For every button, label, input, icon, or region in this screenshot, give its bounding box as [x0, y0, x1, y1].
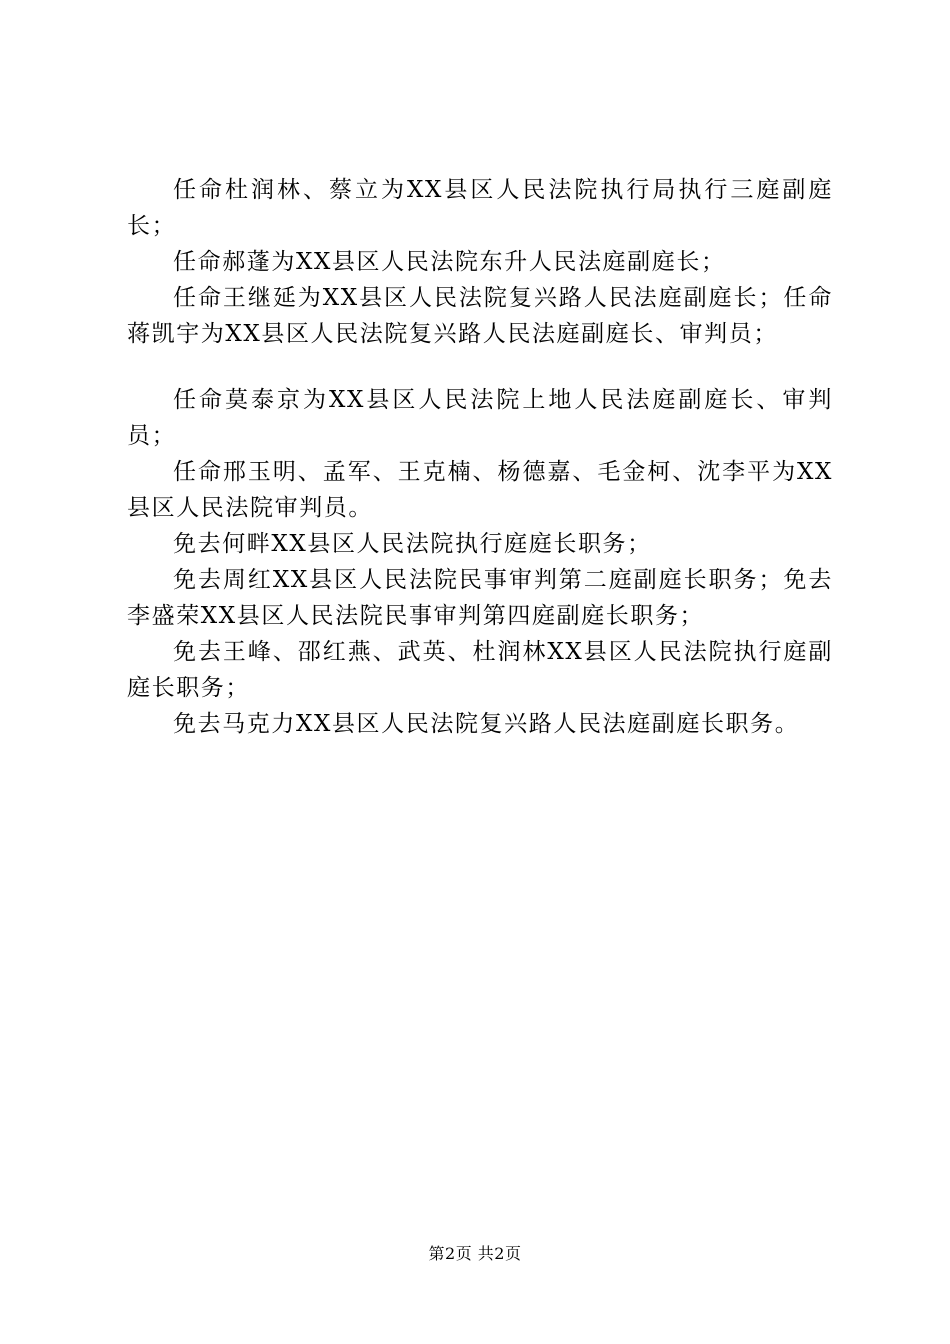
paragraph-9: 免去马克力XX县区人民法院复兴路人民法庭副庭长职务。 — [173, 711, 800, 737]
paragraph-8: 免去王峰、邵红燕、武英、杜润林XX县区人民法院执行庭副庭长职务； — [127, 639, 833, 701]
paragraph-7: 免去周红XX县区人民法院民事审判第二庭副庭长职务；免去李盛荣XX县区人民法院民事审判第四庭副庭长职务； — [127, 567, 833, 629]
paragraph-6: 免去何畔XX县区人民法院执行庭庭长职务； — [173, 531, 652, 557]
paragraph-2: 任命郝蓬为XX县区人民法院东升人民法庭副庭长； — [173, 249, 726, 275]
paragraph-3: 任命王继延为XX县区人民法院复兴路人民法庭副庭长；任命蒋凯宇为XX县区人民法院复兴路人民法庭副庭长、审判员； — [127, 285, 833, 347]
page-number-label: 第2页 共2页 — [428, 1244, 522, 1263]
document-body — [127, 172, 833, 742]
paragraph-1: 任命杜润林、蔡立为XX县区人民法院执行局执行三庭副庭长； — [127, 177, 833, 239]
page-footer — [0, 1243, 950, 1265]
paragraph-4: 任命莫泰京为XX县区人民法院上地人民法庭副庭长、审判员； — [127, 387, 833, 449]
paragraph-5: 任命邢玉明、孟军、王克楠、杨德嘉、毛金柯、沈李平为XX县区人民法院审判员。 — [127, 459, 833, 521]
